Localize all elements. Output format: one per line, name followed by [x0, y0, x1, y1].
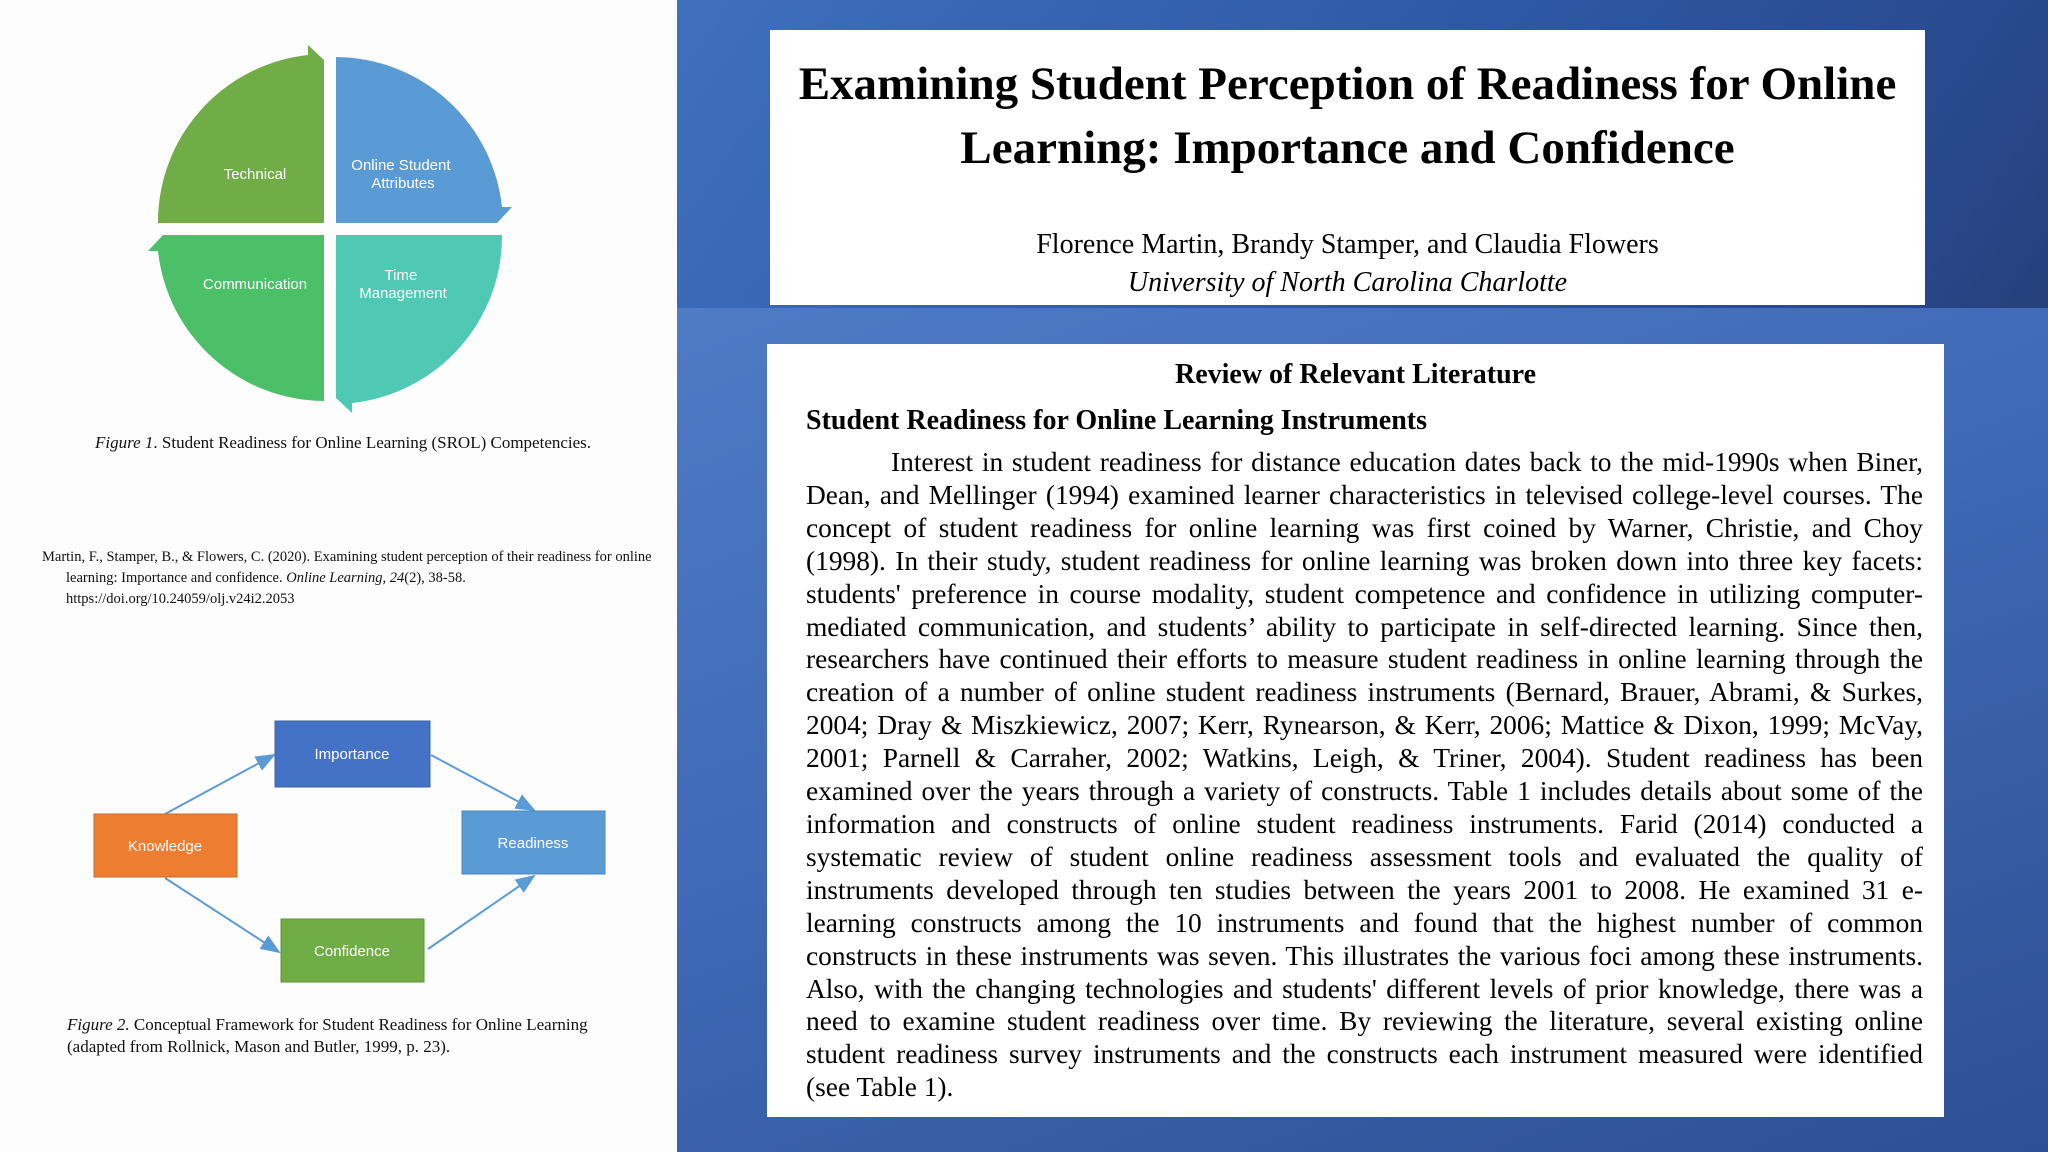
segment-label: Technical [223, 166, 287, 183]
segment-online-student-attributes [336, 57, 512, 223]
figure2-number: Figure 2. [67, 1015, 130, 1034]
figure1-caption [95, 432, 655, 454]
segment-label: Communication [202, 276, 308, 293]
segment-communication [148, 235, 324, 401]
title-block [770, 30, 1925, 305]
section-subheading: Student Readiness for Online Learning Instruments [806, 405, 1428, 436]
paper-title [780, 52, 1915, 180]
svg-text:Communication [203, 276, 307, 293]
segment-label: Attributes [371, 175, 435, 192]
literature-review-section [767, 344, 1944, 1117]
node-importance-label: Importance [314, 746, 390, 763]
paper-title-line1: Examining Student Perception of Readiness for Online [798, 58, 1897, 110]
node-knowledge-label: Knowledge [127, 838, 203, 855]
figure2-caption-line2: (adapted from Rollnick, Mason and Butler, 1999, p. 23). [67, 1037, 451, 1056]
figure1-number: Figure 1 [95, 433, 154, 452]
figure2-caption [67, 1014, 667, 1058]
segment-technical [158, 45, 324, 223]
segment-label: Online Student [351, 157, 451, 174]
citation-journal: Online Learning, 24 [286, 570, 405, 586]
arrow-importance-readiness [431, 755, 534, 810]
arrow-knowledge-importance [165, 755, 274, 814]
figure2-caption-text: Conceptual Framework for Student Readiness for Online Learning [129, 1015, 588, 1034]
node-readiness-label: Readiness [497, 835, 569, 852]
paper-affiliation: University of North Carolina Charlotte [1127, 267, 1568, 298]
node-confidence-label: Confidence [314, 943, 390, 960]
citation-doi: https://doi.org/10.24059/olj.v24i2.2053 [66, 591, 295, 607]
arrow-confidence-readiness [428, 876, 534, 949]
reference-citation [42, 547, 676, 610]
paper-authors: Florence Martin, Brandy Stamper, and Claudia Flowers [1036, 229, 1659, 260]
section-body-text: Interest in student readiness for distance education dates back to the mid-1990s when Biner, Dean, and Mellinger (1994) examined learner characteristics in televised college-level courses. The concept of student readiness for online learning was first coined by Warner, Christie, and Choy (1998). In their study, student readiness for online learning was broken down into three key facets: students' preference in course modality, student competence and confidence in utilizing computer-mediated communication, and students’ ability to participate in self-directed learning. Since then, researchers have continued their efforts to measure student readiness in online learning through the creation of a number of online student readiness instruments (Bernard, Brauer, Abrami, & Surkes, 2004; Dray & Miszkiewicz, 2007; Kerr, Rynearson, & Kerr, 2006; Mattice & Dixon, 1999; McVay, 2001; Parnell & Carraher, 2002; Watkins, Leigh, & Triner, 2004). Student readiness has been examined over the years through a variety of constructs. Table 1 includes details about some of the information and constructs of online student readiness instruments. Farid (2014) conducted a systematic review of student online readiness assessment tools and evaluated the quality of instruments developed through ten studies between the years 2001 to 2008. He examined 31 e-learning constructs among the 10 instruments and found that the highest number of common constructs in these instruments was seven. This illustrates the various foci among these instruments. Also, with the changing technologies and students' different levels of prior knowledge, there was a need to examine student readiness over time. By reviewing the literature, several existing online student readiness survey instruments and the constructs each instrument measured were identified (see Table 1). [806, 447, 1923, 1103]
conceptual-framework-diagram [88, 715, 618, 990]
segment-time-management [336, 235, 502, 413]
citation-main: Martin, F., Stamper, B., & Flowers, C. (2020). Examining student perception of their readiness for online learning: Importance and confidence. [42, 549, 652, 586]
paper-title-line2: Learning: Importance and Confidence [960, 122, 1735, 174]
section-heading: Review of Relevant Literature [1174, 359, 1537, 390]
arrow-knowledge-confidence [165, 878, 279, 952]
svg-text:Technical [224, 166, 287, 183]
segment-label: Time [384, 267, 418, 284]
segment-label: Management [359, 285, 447, 302]
srol-competencies-diagram [140, 45, 520, 415]
citation-issue-pages: (2), 38-58. [404, 570, 466, 586]
figure1-caption-text: . Student Readiness for Online Learning (SROL) Competencies. [153, 433, 592, 452]
